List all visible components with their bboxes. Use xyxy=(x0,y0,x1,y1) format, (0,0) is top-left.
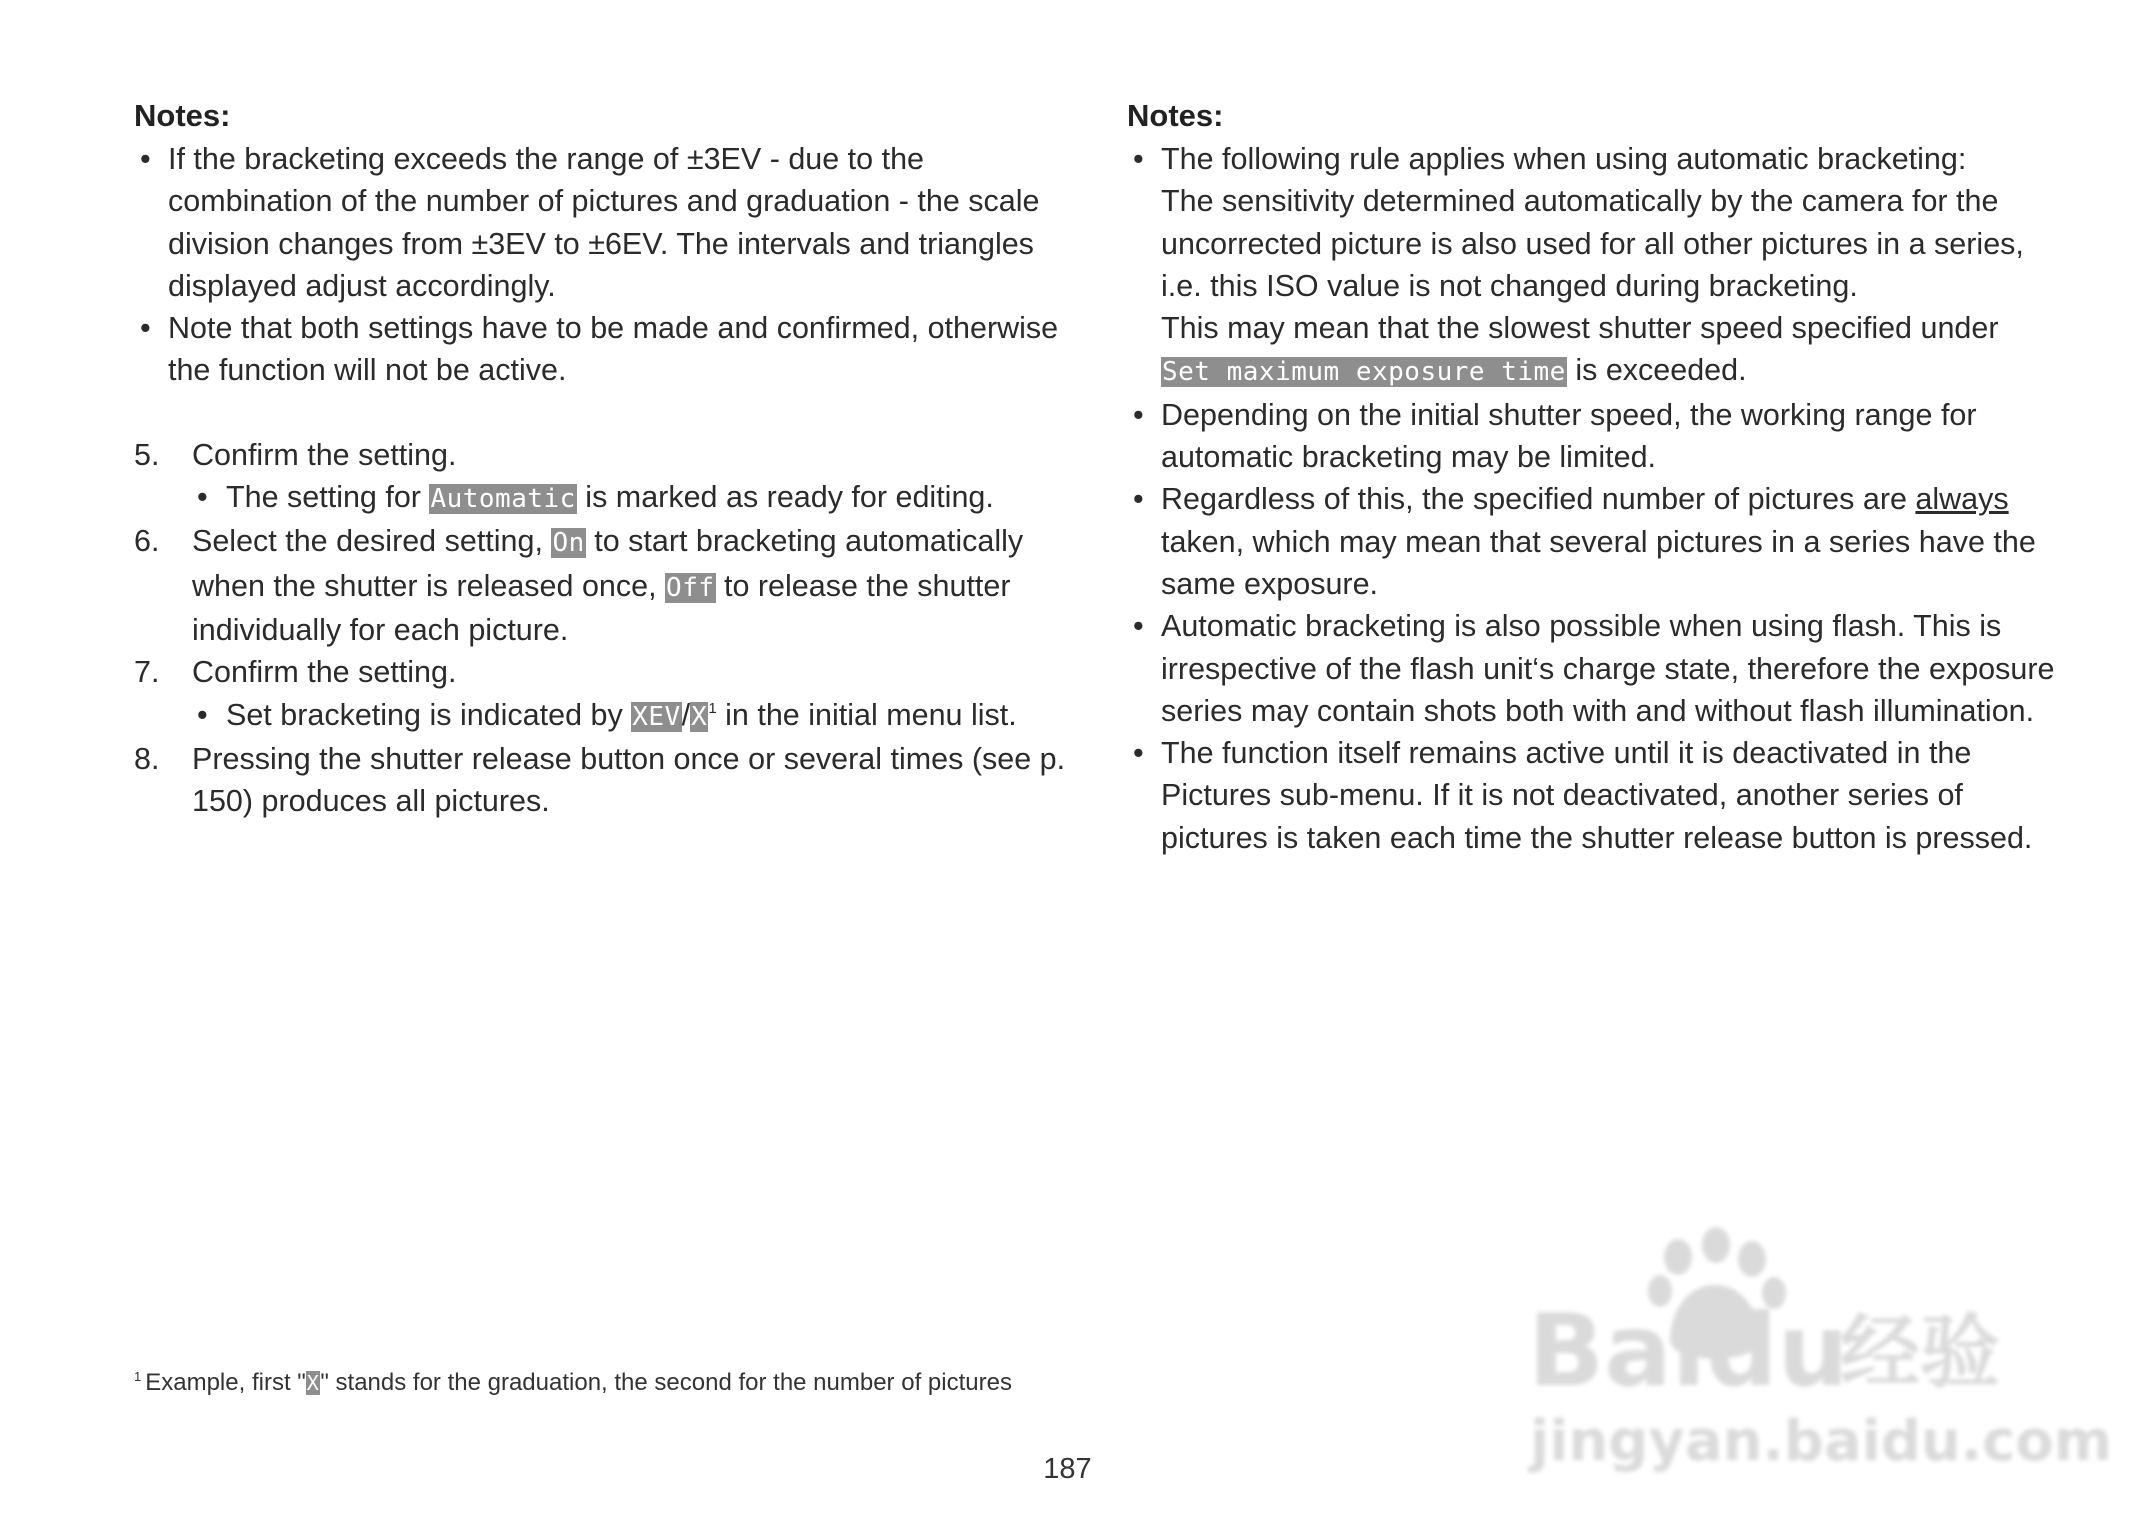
step-6 xyxy=(134,520,1084,651)
right-note-3 xyxy=(1127,478,2072,605)
menu-item-on: On xyxy=(552,528,585,559)
bullet-dot: • xyxy=(1133,482,1144,517)
step-6-post: to release the shutter individually for each picture. xyxy=(192,568,1011,647)
bullet-dot: • xyxy=(197,480,208,515)
footnote-menu-item-x: X xyxy=(306,1371,320,1395)
right-note-1 xyxy=(1127,138,2072,394)
step-number: 6. xyxy=(134,524,160,559)
left-note-2 xyxy=(134,307,1084,392)
bullet-dot: • xyxy=(1133,736,1144,771)
bullet-dot: • xyxy=(1133,142,1144,176)
right-note-3-post: taken, which may mean that several pictures in a series have the same exposure. xyxy=(1161,524,2036,601)
bullet-dot: • xyxy=(197,697,208,732)
step-number: 5. xyxy=(134,437,160,472)
step-5-sub-post: is marked as ready for editing. xyxy=(576,480,994,515)
step-5-sub-pre: The setting for xyxy=(226,480,430,515)
svg-text:经验: 经验 xyxy=(1840,1306,2000,1399)
left-note-1-text: If the bracketing exceeds the range of ±3EV - due to the combination of the number of pictures and graduation - the scale division changes from ±3EV to ±6EV. The intervals and triangles displayed adjust accordingly. xyxy=(168,142,1040,303)
step-8-text: Pressing the shutter release button once or several times (see p. 150) produces all pictures. xyxy=(192,741,1066,819)
step-6-pre: Select the desired setting, xyxy=(192,524,552,559)
bullet-dot: • xyxy=(140,311,151,346)
bullet-dot: • xyxy=(140,142,151,176)
footnote-pre: Example, first " xyxy=(145,1369,306,1396)
svg-text:Baidu: Baidu xyxy=(1528,1292,1849,1409)
page-number: 187 xyxy=(1043,1453,1092,1485)
left-note-2-text: Note that both settings have to be made and confirmed, otherwise the function will not be active. xyxy=(168,311,1059,388)
right-note-1-line-3 xyxy=(1161,307,2072,394)
step-7-sub-post: in the initial menu list. xyxy=(716,697,1017,732)
right-note-1-line-2: The sensitivity determined automatically by the camera for the uncorrected picture is also used for all other pictures in a series, i.e. this ISO value is not changed during bracketing. xyxy=(1161,184,2024,303)
right-note-5 xyxy=(1127,732,2072,859)
bullet-dot: • xyxy=(1133,609,1144,644)
left-notes-heading: Notes: xyxy=(134,98,231,133)
right-notes-heading: Notes: xyxy=(1127,98,1224,133)
right-note-4-text: Automatic bracketing is also possible when using flash. This is irrespective of the flash unit‘s charge state, therefore the exposure series may contain shots both with and without flash illumination. xyxy=(1161,609,2055,728)
step-number: 7. xyxy=(134,655,160,690)
menu-item-set-maximum-exposure-time: Set maximum exposure time xyxy=(1162,357,1566,388)
right-note-3-pre: Regardless of this, the specified number of pictures are xyxy=(1161,482,1916,517)
footnote-ref: 1 xyxy=(708,699,717,717)
step-5-text: Confirm the setting. xyxy=(192,437,457,472)
footnote-mark: 1 xyxy=(134,1369,142,1384)
footnote-post: " stands for the graduation, the second for the number of pictures xyxy=(320,1369,1012,1396)
right-note-1-post: is exceeded. xyxy=(1566,353,1747,388)
step-7-text: Confirm the setting. xyxy=(192,655,457,690)
step-5 xyxy=(134,434,1084,476)
left-note-1 xyxy=(134,138,1084,307)
step-number: 8. xyxy=(134,741,160,776)
right-note-2 xyxy=(1127,394,2072,479)
menu-item-xev: XEV xyxy=(632,701,681,732)
step-5-sub xyxy=(134,476,1084,520)
step-7-sub-pre: Set bracketing is indicated by xyxy=(226,697,632,732)
baidu-jingyan-watermark xyxy=(1520,1215,2113,1475)
step-7-sub-sep: / xyxy=(681,697,691,732)
step-8 xyxy=(134,738,1084,823)
bullet-dot: • xyxy=(1133,397,1144,432)
right-note-1-text3: This may mean that the slowest shutter speed specified under xyxy=(1161,311,1999,346)
step-6-mid: to start bracketing automatically when the shutter is released once, xyxy=(192,524,1024,603)
footnote xyxy=(134,1361,1134,1399)
spacer xyxy=(134,392,1084,434)
menu-item-x: X xyxy=(691,701,708,732)
menu-item-off: Off xyxy=(666,572,715,603)
right-note-4 xyxy=(1127,605,2072,732)
right-note-5-text: The function itself remains active until it is deactivated in the Pictures sub-menu. If it is not deactivated, another series of pictures is taken each time the shutter release button is pressed. xyxy=(1161,736,2033,855)
left-column xyxy=(134,95,1084,822)
svg-text:jingyan.baidu.com: jingyan.baidu.com xyxy=(1530,1409,2113,1474)
step-7-sub xyxy=(134,694,1084,738)
right-column xyxy=(1127,95,2072,859)
right-note-2-text: Depending on the initial shutter speed, the working range for automatic bracketing may be limited. xyxy=(1161,397,1977,475)
menu-item-automatic: Automatic xyxy=(430,484,576,515)
right-note-1-line-1: The following rule applies when using automatic bracketing: xyxy=(1161,142,1967,176)
right-note-3-emphasis: always xyxy=(1915,482,2009,517)
step-7 xyxy=(134,651,1084,693)
